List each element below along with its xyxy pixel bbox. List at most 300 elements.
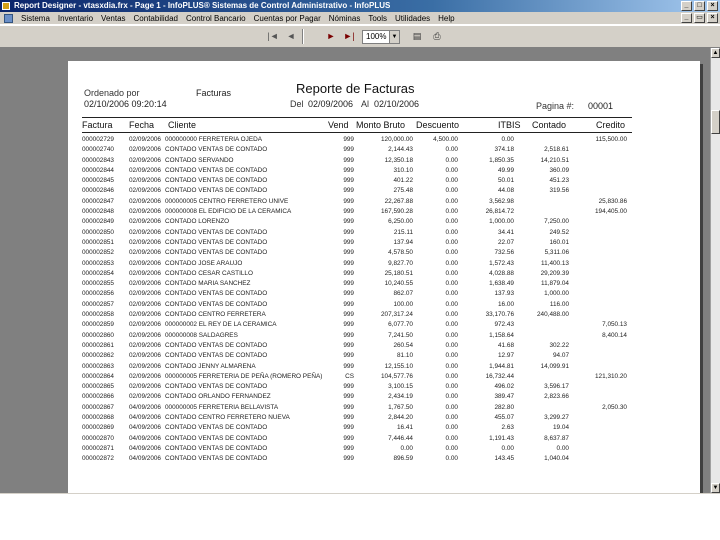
- report-title: Reporte de Facturas: [296, 81, 415, 96]
- cell-contado: 7,250.00: [544, 218, 569, 226]
- cell-vend: 999: [343, 341, 354, 349]
- cell-contado: 116.00: [549, 300, 569, 308]
- cell-monto-bruto: 6,250.00: [388, 218, 413, 226]
- cell-cliente: 000000005 FERRETERIA DE PEÑA (ROMERO PEÑA): [165, 372, 323, 380]
- cell-descuento: 4,500.00: [433, 136, 458, 143]
- cell-contado: 249.52: [549, 228, 569, 236]
- status-area: [0, 493, 720, 540]
- cell-contado: 94.07: [553, 352, 569, 360]
- cell-descuento: 0.00: [445, 208, 458, 216]
- cell-monto-bruto: 0.00: [400, 444, 413, 452]
- cell-contado: 14,210.51: [540, 156, 569, 164]
- cell-itbis: 455.07: [494, 414, 514, 422]
- cell-descuento: 0.00: [445, 372, 458, 380]
- cell-cliente: 000000005 FERRETERIA BELLAVISTA: [165, 403, 279, 411]
- maximize-icon[interactable]: □: [694, 1, 705, 11]
- cell-contado: 360.09: [549, 166, 569, 174]
- cell-contado: 3,596.17: [544, 383, 569, 391]
- cell-factura: 000002849: [82, 218, 114, 226]
- cell-contado: 319.56: [549, 187, 569, 195]
- chevron-down-icon[interactable]: ▼: [389, 31, 399, 43]
- col-itbis: ITBIS: [498, 120, 521, 130]
- ordered-value: Facturas: [196, 88, 232, 98]
- table-row: [68, 362, 700, 372]
- cell-vend: 999: [343, 228, 354, 236]
- cell-vend: 999: [343, 403, 354, 411]
- cell-fecha: 02/09/2006: [129, 208, 161, 216]
- cell-factura: 000002851: [82, 238, 114, 246]
- cell-vend: 999: [343, 197, 354, 205]
- ordered-label: Ordenado por: [84, 88, 140, 98]
- cell-vend: 999: [343, 177, 354, 185]
- cell-cliente: CONTADO JENNY ALMARENA: [165, 362, 256, 370]
- cell-cliente: CONTADO VENTAS DE CONTADO: [165, 383, 268, 391]
- cell-contado: 1,000.00: [544, 290, 569, 298]
- cell-monto-bruto: 3,100.15: [388, 383, 413, 391]
- cell-contado: 160.01: [549, 238, 569, 246]
- cell-descuento: 0.00: [445, 156, 458, 164]
- prev-page-icon[interactable]: ◄: [286, 31, 296, 41]
- cell-itbis: 1,000.00: [489, 218, 514, 226]
- cell-vend: 999: [343, 455, 354, 463]
- cell-descuento: 0.00: [445, 383, 458, 391]
- cell-itbis: 49.99: [498, 166, 514, 174]
- table-row: [68, 289, 700, 299]
- cell-monto-bruto: 310.10: [393, 166, 413, 174]
- table-row: [68, 145, 700, 155]
- cell-vend: 999: [343, 208, 354, 216]
- col-contado: Contado: [532, 120, 567, 130]
- print-icon[interactable]: ⎙: [433, 31, 441, 41]
- cell-descuento: 0.00: [445, 259, 458, 267]
- cell-cliente: CONTADO VENTAS DE CONTADO: [165, 146, 268, 154]
- cell-fecha: 02/09/2006: [129, 259, 161, 267]
- window-title-bar: [0, 0, 720, 12]
- table-row: [68, 176, 700, 186]
- page-number-label: Pagina #:: [536, 101, 575, 111]
- cell-cliente: CONTADO JOSE ARAUJO: [165, 259, 243, 267]
- cell-fecha: 02/09/2006: [129, 290, 161, 298]
- cell-itbis: 33,170.76: [485, 311, 514, 319]
- cell-monto-bruto: 2,144.43: [388, 146, 413, 154]
- col-vend: Vend: [328, 120, 349, 130]
- cell-factura: 000002740: [82, 146, 114, 154]
- cell-fecha: 04/09/2006: [129, 403, 161, 411]
- cell-fecha: 02/09/2006: [129, 156, 161, 164]
- next-page-icon[interactable]: ►: [326, 31, 336, 41]
- cell-monto-bruto: 7,446.44: [388, 434, 413, 442]
- table-row: [68, 454, 700, 464]
- range-from-label: Del: [290, 99, 304, 109]
- cell-factura: 000002867: [82, 403, 114, 411]
- cell-descuento: 0.00: [445, 249, 458, 257]
- menu-item-tools[interactable]: Tools: [368, 14, 388, 23]
- cell-fecha: 04/09/2006: [129, 455, 161, 463]
- cell-monto-bruto: 862.07: [393, 290, 413, 298]
- cell-itbis: 50.01: [498, 177, 514, 185]
- menu-item-control-bancario[interactable]: Control Bancario: [186, 14, 246, 23]
- zoom-value: 100%: [366, 32, 387, 41]
- cell-itbis: 22.07: [498, 238, 514, 246]
- cell-itbis: 34.41: [498, 228, 514, 236]
- page-number-value: 00001: [588, 101, 614, 111]
- table-row: [68, 217, 700, 227]
- menu-item-nominas[interactable]: Nóminas: [328, 14, 361, 23]
- cell-monto-bruto: 22,267.88: [384, 197, 413, 205]
- cell-factura: 000002868: [82, 414, 114, 422]
- table-row: [68, 423, 700, 433]
- cell-fecha: 02/09/2006: [129, 146, 161, 154]
- cell-descuento: 0.00: [445, 280, 458, 288]
- cell-vend: 999: [343, 156, 354, 164]
- cell-cliente: CONTADO VENTAS DE CONTADO: [165, 341, 268, 349]
- cell-factura: 000002846: [82, 187, 114, 195]
- table-row: [68, 341, 700, 351]
- cell-contado: 3,299.27: [544, 414, 569, 422]
- cell-descuento: 0.00: [445, 166, 458, 174]
- cell-monto-bruto: 120,000.00: [381, 136, 413, 143]
- cell-cliente: CONTADO LORENZO: [165, 218, 230, 226]
- toolbar-separator: [302, 29, 304, 44]
- cell-itbis: 1,191.43: [489, 434, 514, 442]
- cell-vend: 999: [343, 434, 354, 442]
- cell-cliente: CONTADO CENTRO FERRETERA: [165, 311, 266, 319]
- cell-factura: 000002869: [82, 424, 114, 432]
- menu-item-sistema[interactable]: Sistema: [21, 14, 50, 23]
- cell-factura: 000002858: [82, 311, 114, 319]
- cell-monto-bruto: 12,350.18: [384, 156, 413, 164]
- cell-descuento: 0.00: [445, 269, 458, 277]
- cell-cliente: 000000000 FERRETERIA OJEDA: [165, 136, 262, 143]
- cell-fecha: 04/09/2006: [129, 434, 161, 442]
- window-title: Report Designer - vtasxdia.frx - Page 1 - InfoPLUS® Sistemas de Control Administrativo - InfoPLUS: [14, 1, 391, 10]
- cell-descuento: 0.00: [445, 187, 458, 195]
- cell-factura: 000002853: [82, 259, 114, 267]
- cell-factura: 000002847: [82, 197, 114, 205]
- cell-contado: 240,488.00: [537, 311, 569, 319]
- cell-factura: 000002848: [82, 208, 114, 216]
- cell-contado: 19.04: [553, 424, 569, 432]
- scroll-thumb[interactable]: [711, 110, 720, 134]
- cell-vend: CS: [345, 372, 354, 380]
- close-window-icon[interactable]: ×: [707, 1, 718, 11]
- cell-vend: 999: [343, 321, 354, 329]
- cell-descuento: 0.00: [445, 321, 458, 329]
- cell-monto-bruto: 275.48: [393, 187, 413, 195]
- menu-item-contabilidad[interactable]: Contabilidad: [133, 14, 178, 23]
- cell-vend: 999: [343, 218, 354, 226]
- cell-cliente: CONTADO VENTAS DE CONTADO: [165, 444, 268, 452]
- cell-factura: 000002844: [82, 166, 114, 174]
- menu-item-help[interactable]: Help: [438, 14, 455, 23]
- cell-cliente: CONTADO VENTAS DE CONTADO: [165, 177, 268, 185]
- cell-itbis: 16.00: [498, 300, 514, 308]
- cell-descuento: 0.00: [445, 414, 458, 422]
- cell-descuento: 0.00: [445, 290, 458, 298]
- col-credito: Credito: [596, 120, 626, 130]
- cell-cliente: CONTADO VENTAS DE CONTADO: [165, 166, 268, 174]
- table-row: [68, 207, 700, 217]
- cell-descuento: 0.00: [445, 403, 458, 411]
- cell-contado: 302.22: [549, 341, 569, 349]
- cell-credito: 25,830.86: [598, 197, 627, 205]
- cell-contado: 1,040.04: [544, 455, 569, 463]
- cell-descuento: 0.00: [445, 311, 458, 319]
- cell-vend: 999: [343, 280, 354, 288]
- cell-itbis: 137.93: [494, 290, 514, 298]
- cell-itbis: 1,638.49: [489, 280, 514, 288]
- report-page: [68, 61, 700, 493]
- cell-monto-bruto: 104,577.76: [381, 372, 413, 380]
- cell-monto-bruto: 2,844.20: [388, 414, 413, 422]
- vertical-scrollbar[interactable]: [710, 48, 720, 493]
- cell-fecha: 02/09/2006: [129, 177, 161, 185]
- cell-itbis: 496.02: [494, 383, 514, 391]
- menu-item-inventario[interactable]: Inventario: [57, 14, 94, 23]
- scroll-up-icon[interactable]: ▲: [712, 50, 719, 56]
- cell-vend: 999: [343, 238, 354, 246]
- col-descuento: Descuento: [416, 120, 460, 130]
- cell-credito: 8,400.14: [602, 331, 627, 339]
- cell-fecha: 02/09/2006: [129, 249, 161, 257]
- cell-cliente: CONTADO VENTAS DE CONTADO: [165, 238, 268, 246]
- cell-factura: 000002862: [82, 352, 114, 360]
- mdi-restore-icon[interactable]: ▭: [694, 13, 705, 23]
- cell-descuento: 0.00: [445, 238, 458, 246]
- cell-descuento: 0.00: [445, 393, 458, 401]
- cell-fecha: 02/09/2006: [129, 311, 161, 319]
- cell-contado: 11,400.13: [541, 259, 569, 267]
- table-row: [68, 320, 700, 330]
- table-row: [68, 166, 700, 176]
- cell-cliente: 000000008 EL EDIFICIO DE LA CERAMICA: [165, 208, 292, 216]
- cell-vend: 999: [343, 352, 354, 360]
- cell-vend: 999: [343, 187, 354, 195]
- cell-itbis: 732.56: [494, 249, 514, 257]
- cell-monto-bruto: 1,767.50: [388, 403, 413, 411]
- cell-contado: 2,823.66: [544, 393, 569, 401]
- table-row: [68, 186, 700, 196]
- cell-fecha: 02/09/2006: [129, 136, 161, 143]
- cell-vend: 999: [343, 269, 354, 277]
- cell-contado: 0.00: [556, 444, 569, 452]
- cell-monto-bruto: 10,240.55: [384, 280, 413, 288]
- cell-cliente: 000000005 CENTRO FERRETERO UNIVE: [165, 197, 289, 205]
- menu-item-ventas[interactable]: Ventas: [101, 14, 126, 23]
- table-row: [68, 228, 700, 238]
- table-row: [68, 310, 700, 320]
- cell-credito: 194,405.00: [595, 208, 627, 216]
- cell-vend: 999: [343, 249, 354, 257]
- cell-factura: 000002865: [82, 383, 114, 391]
- cell-descuento: 0.00: [445, 362, 458, 370]
- last-page-icon[interactable]: ►|: [343, 31, 355, 41]
- cell-fecha: 02/09/2006: [129, 300, 161, 308]
- cell-fecha: 02/09/2006: [129, 393, 161, 401]
- cell-itbis: 389.47: [494, 393, 514, 401]
- cell-contado: 29,209.39: [540, 269, 569, 277]
- cell-itbis: 143.45: [494, 455, 514, 463]
- cell-monto-bruto: 16.41: [397, 424, 413, 432]
- cell-factura: 000002854: [82, 269, 114, 277]
- cell-factura: 000002866: [82, 393, 114, 401]
- cell-fecha: 02/09/2006: [129, 197, 161, 205]
- mdi-controls: [681, 13, 718, 23]
- header-rule-bottom: [82, 132, 632, 133]
- range-to-label: Al: [361, 99, 370, 109]
- cell-vend: 999: [343, 414, 354, 422]
- cell-factura: 000002861: [82, 341, 114, 349]
- cell-factura: 000002871: [82, 444, 114, 452]
- document-icon[interactable]: [4, 14, 13, 23]
- col-factura: Factura: [82, 120, 113, 130]
- table-row: [68, 259, 700, 269]
- col-fecha: Fecha: [129, 120, 155, 130]
- cell-descuento: 0.00: [445, 218, 458, 226]
- cell-contado: 8,637.87: [544, 434, 569, 442]
- cell-fecha: 02/09/2006: [129, 166, 161, 174]
- cell-cliente: CONTADO VENTAS DE CONTADO: [165, 424, 268, 432]
- cell-monto-bruto: 215.11: [393, 228, 413, 236]
- cell-cliente: CONTADO VENTAS DE CONTADO: [165, 352, 268, 360]
- cell-factura: 000002852: [82, 249, 114, 257]
- cell-cliente: CONTADO CESAR CASTILLO: [165, 269, 253, 277]
- table-row: [68, 238, 700, 248]
- cell-vend: 999: [343, 136, 354, 143]
- mdi-minimize-icon[interactable]: _: [681, 13, 692, 23]
- range-to-date: 02/10/2006: [374, 99, 420, 109]
- cell-cliente: CONTADO VENTAS DE CONTADO: [165, 228, 268, 236]
- cell-fecha: 04/09/2006: [129, 414, 161, 422]
- menu-item-utilidades[interactable]: Utilidades: [395, 14, 431, 23]
- cell-vend: 999: [343, 166, 354, 174]
- cell-factura: 000002850: [82, 228, 114, 236]
- table-row: [68, 413, 700, 423]
- cell-cliente: CONTADO VENTAS DE CONTADO: [165, 187, 268, 195]
- cell-fecha: 04/09/2006: [129, 424, 161, 432]
- range-from-date: 02/09/2006: [308, 99, 354, 109]
- cell-contado: 14,099.91: [540, 362, 569, 370]
- cell-factura: 000002843: [82, 156, 114, 164]
- cell-cliente: CONTADO VENTAS DE CONTADO: [165, 455, 268, 463]
- cell-vend: 999: [343, 444, 354, 452]
- menu-item-cuentas-por-pagar[interactable]: Cuentas por Pagar: [253, 14, 321, 23]
- menu-bar: [0, 12, 720, 25]
- cell-monto-bruto: 6,077.70: [388, 321, 413, 329]
- cell-monto-bruto: 12,155.10: [384, 362, 413, 370]
- cell-vend: 999: [343, 300, 354, 308]
- table-row: [68, 300, 700, 310]
- cell-monto-bruto: 2,434.19: [388, 393, 413, 401]
- mdi-close-icon[interactable]: ×: [707, 13, 718, 23]
- cell-itbis: 12.97: [498, 352, 514, 360]
- cell-cliente: CONTADO VENTAS DE CONTADO: [165, 290, 268, 298]
- cell-fecha: 02/09/2006: [129, 331, 161, 339]
- cell-fecha: 02/09/2006: [129, 383, 161, 391]
- window-controls: [681, 1, 718, 11]
- cell-descuento: 0.00: [445, 444, 458, 452]
- cell-fecha: 04/09/2006: [129, 444, 161, 452]
- zoom-select[interactable]: [362, 30, 400, 44]
- app-icon: [2, 2, 10, 10]
- cell-factura: 000002863: [82, 362, 114, 370]
- cell-monto-bruto: 401.22: [393, 177, 413, 185]
- cell-vend: 999: [343, 259, 354, 267]
- cell-descuento: 0.00: [445, 300, 458, 308]
- printed-date: 02/10/2006 09:20:14: [84, 99, 167, 109]
- cell-descuento: 0.00: [445, 341, 458, 349]
- cell-monto-bruto: 207,317.24: [381, 311, 413, 319]
- table-row: [68, 372, 700, 382]
- cell-descuento: 0.00: [445, 197, 458, 205]
- cell-monto-bruto: 100.00: [393, 300, 413, 308]
- cell-factura: 000002872: [82, 455, 114, 463]
- cell-vend: 999: [343, 311, 354, 319]
- preview-workspace: [0, 48, 710, 493]
- cell-vend: 999: [343, 331, 354, 339]
- minimize-icon[interactable]: _: [681, 1, 692, 11]
- cell-fecha: 02/09/2006: [129, 352, 161, 360]
- table-row: [68, 351, 700, 361]
- preview-toolbar: [0, 26, 720, 48]
- cell-monto-bruto: 25,180.51: [384, 269, 413, 277]
- first-page-icon[interactable]: |◄: [267, 31, 279, 41]
- close-preview-icon[interactable]: ▤: [412, 31, 422, 41]
- cell-cliente: CONTADO VENTAS DE CONTADO: [165, 249, 268, 257]
- table-row: [68, 156, 700, 166]
- cell-fecha: 02/09/2006: [129, 218, 161, 226]
- table-row: [68, 248, 700, 258]
- cell-fecha: 02/09/2006: [129, 321, 161, 329]
- table-row: [68, 269, 700, 279]
- cell-cliente: CONTADO CENTRO FERRETERO NUEVA: [165, 414, 290, 422]
- cell-factura: 000002870: [82, 434, 114, 442]
- cell-factura: 000002857: [82, 300, 114, 308]
- cell-factura: 000002729: [82, 136, 114, 143]
- header-rule-top: [82, 117, 632, 118]
- cell-contado: 5,311.06: [544, 249, 569, 257]
- cell-monto-bruto: 4,578.50: [388, 249, 413, 257]
- table-row: [68, 197, 700, 207]
- cell-factura: 000002845: [82, 177, 114, 185]
- cell-cliente: CONTADO ORLANDO FERNANDEZ: [165, 393, 271, 401]
- cell-descuento: 0.00: [445, 352, 458, 360]
- scroll-down-icon[interactable]: ▼: [712, 485, 719, 491]
- cell-factura: 000002856: [82, 290, 114, 298]
- table-row: [68, 403, 700, 413]
- cell-fecha: 02/09/2006: [129, 280, 161, 288]
- cell-itbis: 1,572.43: [489, 259, 514, 267]
- cell-itbis: 41.68: [498, 341, 514, 349]
- cell-vend: 999: [343, 362, 354, 370]
- cell-contado: 2,518.61: [544, 146, 569, 154]
- table-row: [68, 279, 700, 289]
- table-row: [68, 331, 700, 341]
- cell-itbis: 16,732.44: [485, 372, 514, 380]
- cell-itbis: 26,814.72: [485, 208, 514, 216]
- cell-vend: 999: [343, 383, 354, 391]
- cell-fecha: 02/09/2006: [129, 187, 161, 195]
- cell-fecha: 02/09/2006: [129, 228, 161, 236]
- cell-fecha: 02/09/2006: [129, 238, 161, 246]
- cell-cliente: 000000008 SALDAGRES: [165, 331, 238, 339]
- col-cliente: Cliente: [168, 120, 197, 130]
- cell-fecha: 02/09/2006: [129, 269, 161, 277]
- cell-monto-bruto: 137.94: [393, 238, 413, 246]
- cell-cliente: CONTADO SERVANDO: [165, 156, 234, 164]
- cell-credito: 7,050.13: [602, 321, 627, 329]
- cell-monto-bruto: 167,590.28: [381, 208, 413, 216]
